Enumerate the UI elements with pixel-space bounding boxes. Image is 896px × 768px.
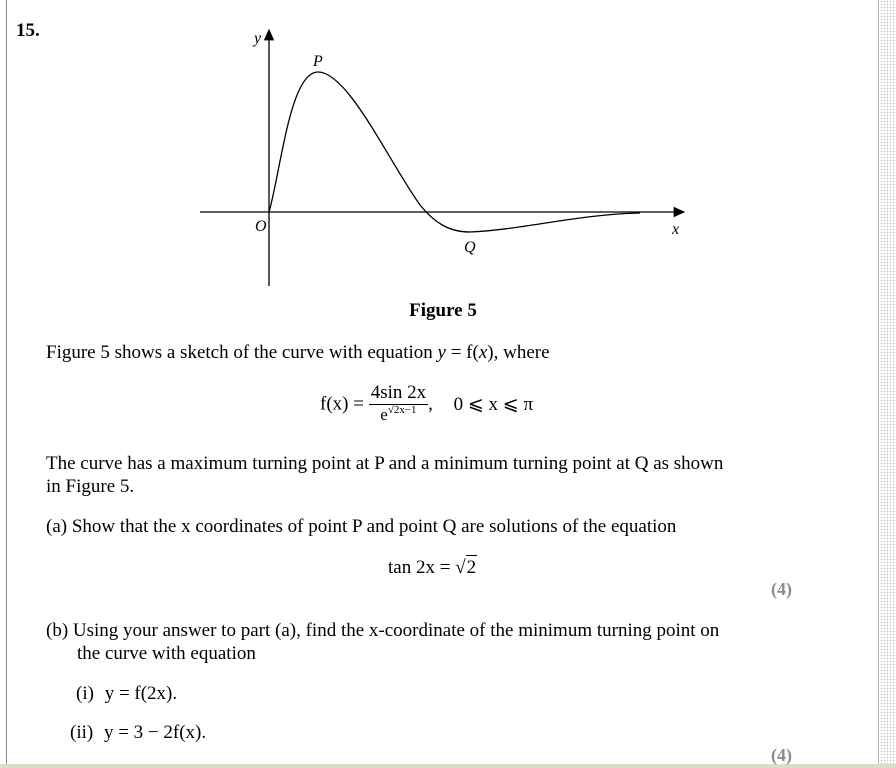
intro-text: Figure 5 shows a sketch of the curve with equation xyxy=(46,342,438,363)
equation-lhs: tan 2x = xyxy=(388,557,451,578)
function-definition xyxy=(320,382,533,432)
intro-eq-x: x xyxy=(478,342,488,363)
function-comma: , xyxy=(428,393,433,415)
part-b-ii xyxy=(70,721,206,744)
equation-rhs: 2 xyxy=(466,557,477,578)
figure-5-graph xyxy=(0,0,896,300)
part-b-text: Using your answer to part (a), find the x-coordinate of the minimum turning point on xyxy=(72,620,720,641)
part-b-prompt xyxy=(46,619,719,642)
part-b-ii-text: y = 3 − 2f(x). xyxy=(103,722,207,743)
part-b-ii-label: (ii) xyxy=(70,722,94,743)
part-b-i xyxy=(76,682,177,705)
part-a-text: Show that the x coordinates of point P and point Q are solutions of the equation xyxy=(71,516,677,537)
sqrt-sign: √ xyxy=(455,557,466,578)
part-a-equation xyxy=(388,555,477,579)
part-b-label: (b) xyxy=(46,620,69,641)
x-axis-label: x xyxy=(672,221,680,238)
denominator-base: e xyxy=(380,405,388,424)
part-b-line-2: the curve with equation xyxy=(77,643,256,664)
origin-label: O xyxy=(255,218,267,235)
part-b-i-text: y = f(2x). xyxy=(104,683,178,704)
statement-line-1: The curve has a maximum turning point at P and a minimum turning point at Q as shown xyxy=(46,453,724,474)
part-b-marks: (4) xyxy=(771,745,792,765)
curve-f xyxy=(269,72,640,232)
denominator-exponent: √2x−1 xyxy=(387,404,417,416)
intro-eq-mid: = f( xyxy=(445,342,479,363)
y-axis-label: y xyxy=(254,30,262,47)
intro-line xyxy=(46,341,550,364)
fraction-numerator: 4sin 2x xyxy=(370,382,427,403)
part-a-label: (a) xyxy=(46,516,68,537)
intro-eq-end: ), where xyxy=(487,342,550,363)
fraction-denominator xyxy=(369,404,428,427)
function-domain: 0 ⩽ x ⩽ π xyxy=(453,394,534,415)
question-number: 15. xyxy=(16,20,40,41)
figure-caption: Figure 5 xyxy=(409,300,477,321)
statement-line-2: in Figure 5. xyxy=(46,476,135,497)
part-a-marks: (4) xyxy=(771,579,792,599)
function-fraction xyxy=(369,382,428,427)
bottom-edge xyxy=(0,764,896,768)
part-a-prompt xyxy=(46,515,676,538)
point-q-label: Q xyxy=(464,239,476,256)
part-b-i-label: (i) xyxy=(76,683,94,704)
point-p-label: P xyxy=(313,53,323,70)
function-lhs: f(x) = xyxy=(320,393,364,415)
intro-eq-var: y xyxy=(437,342,446,363)
